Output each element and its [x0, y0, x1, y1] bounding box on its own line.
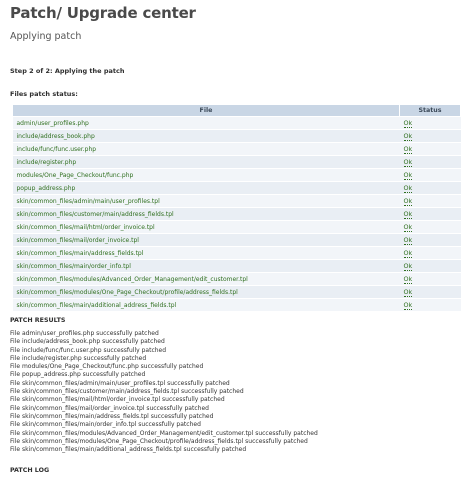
file-path-link[interactable]: modules/One_Page_Checkout/func.php — [16, 171, 134, 179]
status-ok-badge[interactable]: Ok — [403, 197, 413, 205]
status-cell — [400, 143, 461, 156]
status-cell — [400, 130, 461, 143]
patch-log-title: PATCH LOG — [10, 467, 50, 474]
status-ok-badge[interactable]: Ok — [403, 158, 413, 166]
patch-results-title: PATCH RESULTS — [10, 317, 66, 324]
status-cell — [400, 286, 461, 299]
status-cell — [400, 234, 461, 247]
result-line: File skin/common_files/main/address_fields.tpl successfully patched — [10, 412, 214, 420]
file-path-link[interactable]: skin/common_files/mail/html/order_invoice.tpl — [16, 223, 155, 231]
result-line: File include/register.php successfully patched — [10, 354, 147, 362]
table-row — [13, 117, 461, 130]
file-cell — [13, 286, 400, 299]
status-cell — [400, 260, 461, 273]
status-cell — [400, 208, 461, 221]
status-cell — [400, 195, 461, 208]
file-path-link[interactable]: skin/common_files/main/order_info.tpl — [16, 262, 131, 270]
status-ok-badge[interactable]: Ok — [403, 145, 413, 153]
table-row — [13, 299, 461, 312]
file-path-link[interactable]: skin/common_files/admin/main/user_profiles.tpl — [16, 197, 160, 205]
status-ok-badge[interactable]: Ok — [403, 236, 413, 244]
file-cell — [13, 143, 400, 156]
status-cell — [400, 169, 461, 182]
table-row — [13, 169, 461, 182]
table-row — [13, 208, 461, 221]
file-cell — [13, 208, 400, 221]
files-table-body — [13, 117, 461, 312]
file-path-link[interactable]: include/address_book.php — [16, 132, 95, 140]
file-path-link[interactable]: skin/common_files/mail/order_invoice.tpl — [16, 236, 139, 244]
file-cell — [13, 299, 400, 312]
table-row — [13, 234, 461, 247]
file-cell — [13, 260, 400, 273]
status-ok-badge[interactable]: Ok — [403, 132, 413, 140]
file-path-link[interactable]: skin/common_files/modules/One_Page_Checkout/profile/address_fields.tpl — [16, 288, 238, 296]
status-ok-badge[interactable]: Ok — [403, 184, 413, 192]
status-cell — [400, 156, 461, 169]
file-cell — [13, 130, 400, 143]
status-cell — [400, 117, 461, 130]
file-cell — [13, 117, 400, 130]
file-column-header: File — [13, 105, 400, 117]
status-ok-badge[interactable]: Ok — [403, 171, 413, 179]
status-cell — [400, 221, 461, 234]
result-line: File skin/common_files/customer/main/address_fields.tpl successfully patched — [10, 388, 244, 396]
file-cell — [13, 221, 400, 234]
page-title: Patch/ Upgrade center — [10, 4, 196, 22]
status-cell — [400, 182, 461, 195]
result-line: File skin/common_files/modules/One_Page_Checkout/profile/address_fields.tpl successfully patched — [10, 437, 308, 445]
file-path-link[interactable]: include/register.php — [16, 158, 77, 166]
status-ok-badge[interactable]: Ok — [403, 262, 413, 270]
table-row — [13, 286, 461, 299]
status-ok-badge[interactable]: Ok — [403, 275, 413, 283]
result-line: File include/func/func.user.php successfully patched — [10, 346, 167, 354]
file-path-link[interactable]: include/func/func.user.php — [16, 145, 97, 153]
status-cell — [400, 273, 461, 286]
file-path-link[interactable]: admin/user_profiles.php — [16, 119, 89, 127]
file-cell — [13, 247, 400, 260]
file-cell — [13, 234, 400, 247]
status-ok-badge[interactable]: Ok — [403, 301, 413, 309]
file-cell — [13, 156, 400, 169]
file-path-link[interactable]: skin/common_files/modules/Advanced_Order_Management/edit_customer.tpl — [16, 275, 248, 283]
result-line: File skin/common_files/main/additional_address_fields.tpl successfully patched — [10, 446, 247, 454]
table-row — [13, 247, 461, 260]
table-row — [13, 182, 461, 195]
table-row — [13, 260, 461, 273]
result-line: File skin/common_files/main/order_info.tpl successfully patched — [10, 421, 201, 429]
page-subtitle: Applying patch — [10, 31, 82, 42]
file-path-link[interactable]: popup_address.php — [16, 184, 76, 192]
files-status-table — [12, 104, 461, 312]
table-row — [13, 130, 461, 143]
result-line: File skin/common_files/mail/order_invoice.tpl successfully patched — [10, 404, 209, 412]
result-line: File popup_address.php successfully patched — [10, 371, 146, 379]
table-row — [13, 221, 461, 234]
result-line: File modules/One_Page_Checkout/func.php successfully patched — [10, 363, 204, 371]
table-row — [13, 156, 461, 169]
file-path-link[interactable]: skin/common_files/main/address_fields.tpl — [16, 249, 144, 257]
table-row — [13, 195, 461, 208]
status-ok-badge[interactable]: Ok — [403, 210, 413, 218]
file-cell — [13, 273, 400, 286]
status-ok-badge[interactable]: Ok — [403, 119, 413, 127]
status-column-header: Status — [400, 105, 461, 117]
file-path-link[interactable]: skin/common_files/main/additional_address_fields.tpl — [16, 301, 177, 309]
files-status-label: Files patch status: — [10, 90, 78, 98]
table-header-row — [13, 105, 461, 117]
file-cell — [13, 169, 400, 182]
table-row — [13, 143, 461, 156]
result-line: File admin/user_profiles.php successfully patched — [10, 330, 159, 337]
status-cell — [400, 247, 461, 260]
status-ok-badge[interactable]: Ok — [403, 249, 413, 257]
status-ok-badge[interactable]: Ok — [403, 223, 413, 231]
result-line: File include/address_book.php successfully patched — [10, 338, 165, 346]
file-cell — [13, 195, 400, 208]
status-cell — [400, 299, 461, 312]
file-path-link[interactable]: skin/common_files/customer/main/address_fields.tpl — [16, 210, 174, 218]
file-cell — [13, 182, 400, 195]
patch-results-list — [10, 330, 318, 454]
result-line: File skin/common_files/admin/main/user_profiles.tpl successfully patched — [10, 379, 230, 387]
step-indicator: Step 2 of 2: Applying the patch — [10, 67, 125, 75]
table-row — [13, 273, 461, 286]
result-line: File skin/common_files/mail/html/order_invoice.tpl successfully patched — [10, 396, 225, 404]
status-ok-badge[interactable]: Ok — [403, 288, 413, 296]
result-line: File skin/common_files/modules/Advanced_Order_Management/edit_customer.tpl successfully patched — [10, 429, 318, 437]
